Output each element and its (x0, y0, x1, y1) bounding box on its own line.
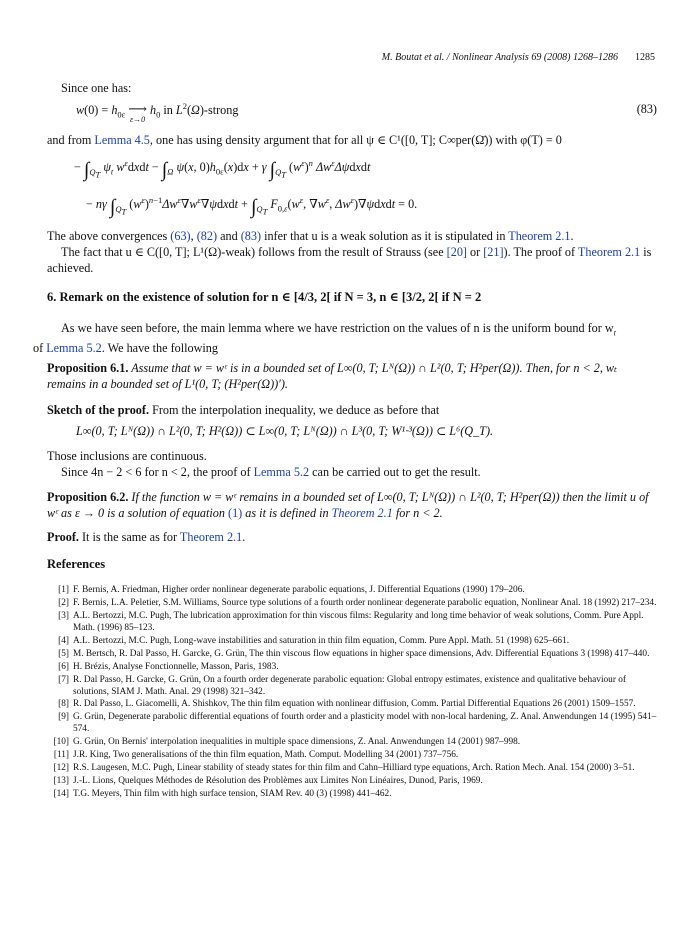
sketch-label: Sketch of the proof. (47, 403, 150, 417)
reference-number: [9] (58, 712, 69, 723)
reference-item (47, 737, 657, 749)
reference-text: G. Grün, Degenerate parabolic differential equations of fourth order and a plasticity model with non-local hardening, Z. Anal. Anwendungen 14 (1995) 541–574. (73, 712, 657, 735)
reference-text: R. Dal Passo, H. Garcke, G. Grün, On a fourth order degenerate parabolic equation: Global entropy estimates, existence and qualitative behaviour of solutions, SIAM J. Math. Anal. 29 (1998) 321–342. (73, 674, 626, 697)
equation-83-number: (83) (636, 102, 657, 116)
text-run: The fact that u ∈ C([0, T]; L¹(Ω)-weak) follows from the result of Strauss (see (61, 245, 447, 259)
reference-item (47, 763, 657, 775)
sketch-of-proof (47, 402, 657, 418)
reference-item (47, 649, 657, 661)
reference-item (47, 699, 657, 711)
proof (47, 529, 657, 545)
reference-item (47, 611, 657, 635)
theorem-2-1-link[interactable]: Theorem 2.1 (331, 506, 393, 520)
proposition-text: for n < 2. (392, 506, 443, 520)
reference-text: F. Bernis, L.A. Peletier, S.M. Williams, Source type solutions of a fourth order nonlinear degenerate parabolic equation, Nonlinear Anal. 18 (1992) 217–234. (73, 597, 657, 608)
reference-number: [10] (53, 737, 69, 748)
reference-item (47, 636, 657, 648)
reference-item (47, 662, 657, 674)
reference-text: H. Brézis, Analyse Fonctionnelle, Masson, Paris, 1983. (73, 661, 279, 672)
text-run: ). The proof of (503, 245, 578, 259)
text-run: , (190, 229, 197, 243)
paragraph-density (47, 132, 657, 148)
eq-1-link[interactable]: (1) (228, 506, 243, 520)
weak-formulation-line-1: − $\int_{Q_T}$ $\psi_t$ $w^\varepsilon dxdt - \int_\Omega$ ψ(x, $0)h_{0\varepsilon}(x)dx + \gamma$ $\int_{Q_T}$ $(w^\varepsilon)^n$ $\Delta w^\varepsilon\Delta\psi dxdt$ (74, 158, 371, 182)
proof-label: Proof. (47, 530, 79, 544)
text-run: is achieved. (47, 245, 652, 275)
section-6-heading: 6. Remark on the existence of solution for n ∈ [4/3, 2[ if N = 3, n ∈ [3/2, 2[ if N = 2 (47, 290, 482, 304)
sketch-text: From the interpolation inequality, we deduce as before that (149, 403, 440, 417)
proposition-6-1 (47, 360, 657, 392)
proposition-text: If the function w = wᵋ remains in a bounded set of L∞(0, T; Lᴺ(Ω)) ∩ L²(0, T; H²per(Ω)) then the limit u of wᵋ as ε → 0 is a solution of equation (47, 490, 649, 520)
text-run: or (466, 245, 484, 259)
reference-number: [4] (58, 635, 69, 646)
reference-number: [2] (58, 597, 69, 608)
reference-item (47, 789, 657, 801)
reference-text: M. Bertsch, R. Dal Passo, H. Garcke, G. Grün, The thin viscous flow equations in higher space dimensions, Adv. Differential Equations 3 (1998) 417–440. (73, 648, 650, 659)
theorem-2-1-link[interactable]: Theorem 2.1 (508, 229, 571, 243)
reference-text: J.R. King, Two generalisations of the thin film equation, Math. Comput. Modelling 34 (2001) 737–756. (73, 750, 459, 761)
eq-83-link[interactable]: (83) (240, 229, 262, 243)
reference-text: A.L. Bertozzi, M.C. Pugh, Long-wave instabilities and saturation in thin film equation, Comm. Pure Appl. Math. 51 (1998) 625–661. (73, 635, 570, 646)
paragraph-inclusions: Those inclusions are continuous. (47, 449, 207, 463)
theorem-2-1-link[interactable]: Theorem 2.1 (179, 530, 243, 544)
proposition-text: Assume that w = wᵋ is in a bounded set of L∞(0, T; Lᴺ(Ω)) ∩ L²(0, T; H²per(Ω)). Then, for n < 2, wₜ remains in a bounded set of L¹(0, T; (H²per(Ω))′). (47, 361, 618, 391)
eq-63-link[interactable]: (63) (170, 229, 191, 243)
page-number: 1285 (635, 52, 655, 63)
text-run: . (570, 229, 574, 243)
reference-number: [13] (53, 776, 69, 787)
reference-number: [1] (58, 585, 69, 595)
ref-20-link[interactable]: [20] (446, 245, 467, 259)
text-run: , one has using density argument that for all ψ ∈ C¹([0, T]; C∞per(Ω̄)) with φ(T) = 0 (149, 133, 562, 147)
references-list (47, 585, 657, 802)
text-run: . We have the following (101, 341, 218, 356)
paragraph-main-lemma: As we have seen before, the main lemma where we have restriction on the values of n is the uniform bound for $w_t$ of Lemma 5.2. We have the following (33, 321, 617, 356)
paragraph-lemma-5-2 (47, 464, 657, 480)
text-run: The above convergences (47, 229, 171, 243)
reference-text: F. Bernis, A. Friedman, Higher order nonlinear degenerate parabolic equations, J. Differential Equations (1990) 179–206. (73, 585, 525, 595)
reference-number: [11] (53, 750, 69, 761)
references-heading: References (47, 557, 106, 571)
reference-number: [6] (58, 661, 69, 672)
proof-text: It is the same as for (78, 530, 180, 544)
interpolation-inclusion: L∞(0, T; Lᴺ(Ω)) ∩ L²(0, T; H²(Ω)) ⊂ L∞(0, T; Lᴺ(Ω)) ∩ L³(0, T; W¹·³(Ω)) ⊂ L⁶(Q_T). (76, 424, 494, 438)
proposition-label: Proposition 6.2. (47, 490, 129, 504)
reference-number: [3] (58, 610, 69, 621)
paragraph-since: Since one has: (61, 81, 132, 95)
reference-number: [7] (58, 674, 69, 685)
equation-83: $w(0) = h_{0\varepsilon}$ ⟶ ε→0 $h_0$ in $L^2(\Omega)$-strong (76, 101, 239, 125)
reference-item (47, 675, 657, 699)
reference-text: R.S. Laugesen, M.C. Pugh, Linear stability of steady states for thin film and Cahn–Hilliard type equations, Arch. Ration Mech. Anal. 154 (2000) 3–51. (73, 763, 635, 774)
lemma-4-5-link[interactable]: Lemma 4.5 (94, 133, 150, 147)
reference-number: [12] (53, 763, 69, 774)
text-run: and (217, 229, 241, 243)
ref-21-link[interactable]: [21] (483, 245, 504, 259)
text-run: and from (47, 133, 95, 147)
paragraph-strauss (47, 244, 657, 276)
proposition-text: as it is defined in (242, 506, 332, 520)
text-run: infer that u is a weak solution as it is stipulated in (261, 229, 509, 243)
eq-82-link[interactable]: (82) (196, 229, 218, 243)
proposition-6-2 (47, 489, 657, 521)
reference-number: [14] (53, 789, 69, 800)
proof-text: . (242, 530, 246, 544)
reference-text: J.-L. Lions, Quelques Méthodes de Résolution des Problèmes aux Limites Non Linéaires, Dunod, Paris, 1969. (73, 776, 483, 787)
text-run: As we have seen before, the main lemma where we have restriction on the values of n is the uniform bound for w (61, 321, 614, 335)
reference-item (47, 585, 657, 597)
reference-number: [5] (58, 648, 69, 659)
reference-text: T.G. Meyers, Thin film with high surface tension, SIAM Rev. 40 (3) (1998) 441–462. (73, 789, 392, 800)
lemma-5-2-link[interactable]: Lemma 5.2 (253, 465, 310, 479)
running-title: M. Boutat et al. / Nonlinear Analysis 69 (2008) 1268–1286 (381, 52, 618, 63)
text-run: of (33, 341, 47, 356)
proposition-label: Proposition 6.1. (47, 361, 129, 375)
weak-formulation-line-2: − nγ $\int_{Q_T}$ $(w^\varepsilon)^{n-1}\Delta w^\varepsilon\nabla w^\varepsilon\nabla\psi dxdt + \int_{Q_T}$ $F_{0,\varepsilon}(w^\varepsilon$, $\nabla w^\varepsilon$, $\Delta w^\varepsilon)\nabla\psi dxdt = 0$. (86, 195, 418, 219)
reference-text: A.L. Bertozzi, M.C. Pugh, The lubrication approximation for thin viscous films: Regularity and long time behavior of weak solutions, Comm. Pure Appl. Math. (1996) 85–123. (73, 610, 644, 633)
reference-item (47, 750, 657, 762)
reference-item (47, 776, 657, 788)
reference-item (47, 598, 657, 610)
text-run: can be carried out to get the result. (309, 465, 481, 479)
paragraph-convergences (47, 228, 657, 244)
reference-text: R. Dal Passo, L. Giacomelli, A. Shishkov, The thin film equation with nonlinear diffusion, Comm. Partial Differential Equations 26 (2001) 1509–1557. (73, 699, 636, 710)
text-run: Since 4n − 2 < 6 for n < 2, the proof of (61, 465, 254, 479)
theorem-2-1-link[interactable]: Theorem 2.1 (577, 245, 641, 259)
reference-number: [8] (58, 699, 69, 710)
reference-item (47, 712, 657, 736)
reference-text: G. Grün, On Bernis' interpolation inequalities in multiple space dimensions, Z. Anal. Anwendungen 14 (2001) 987–998. (73, 737, 521, 748)
lemma-5-2-link[interactable]: Lemma 5.2 (46, 341, 102, 356)
